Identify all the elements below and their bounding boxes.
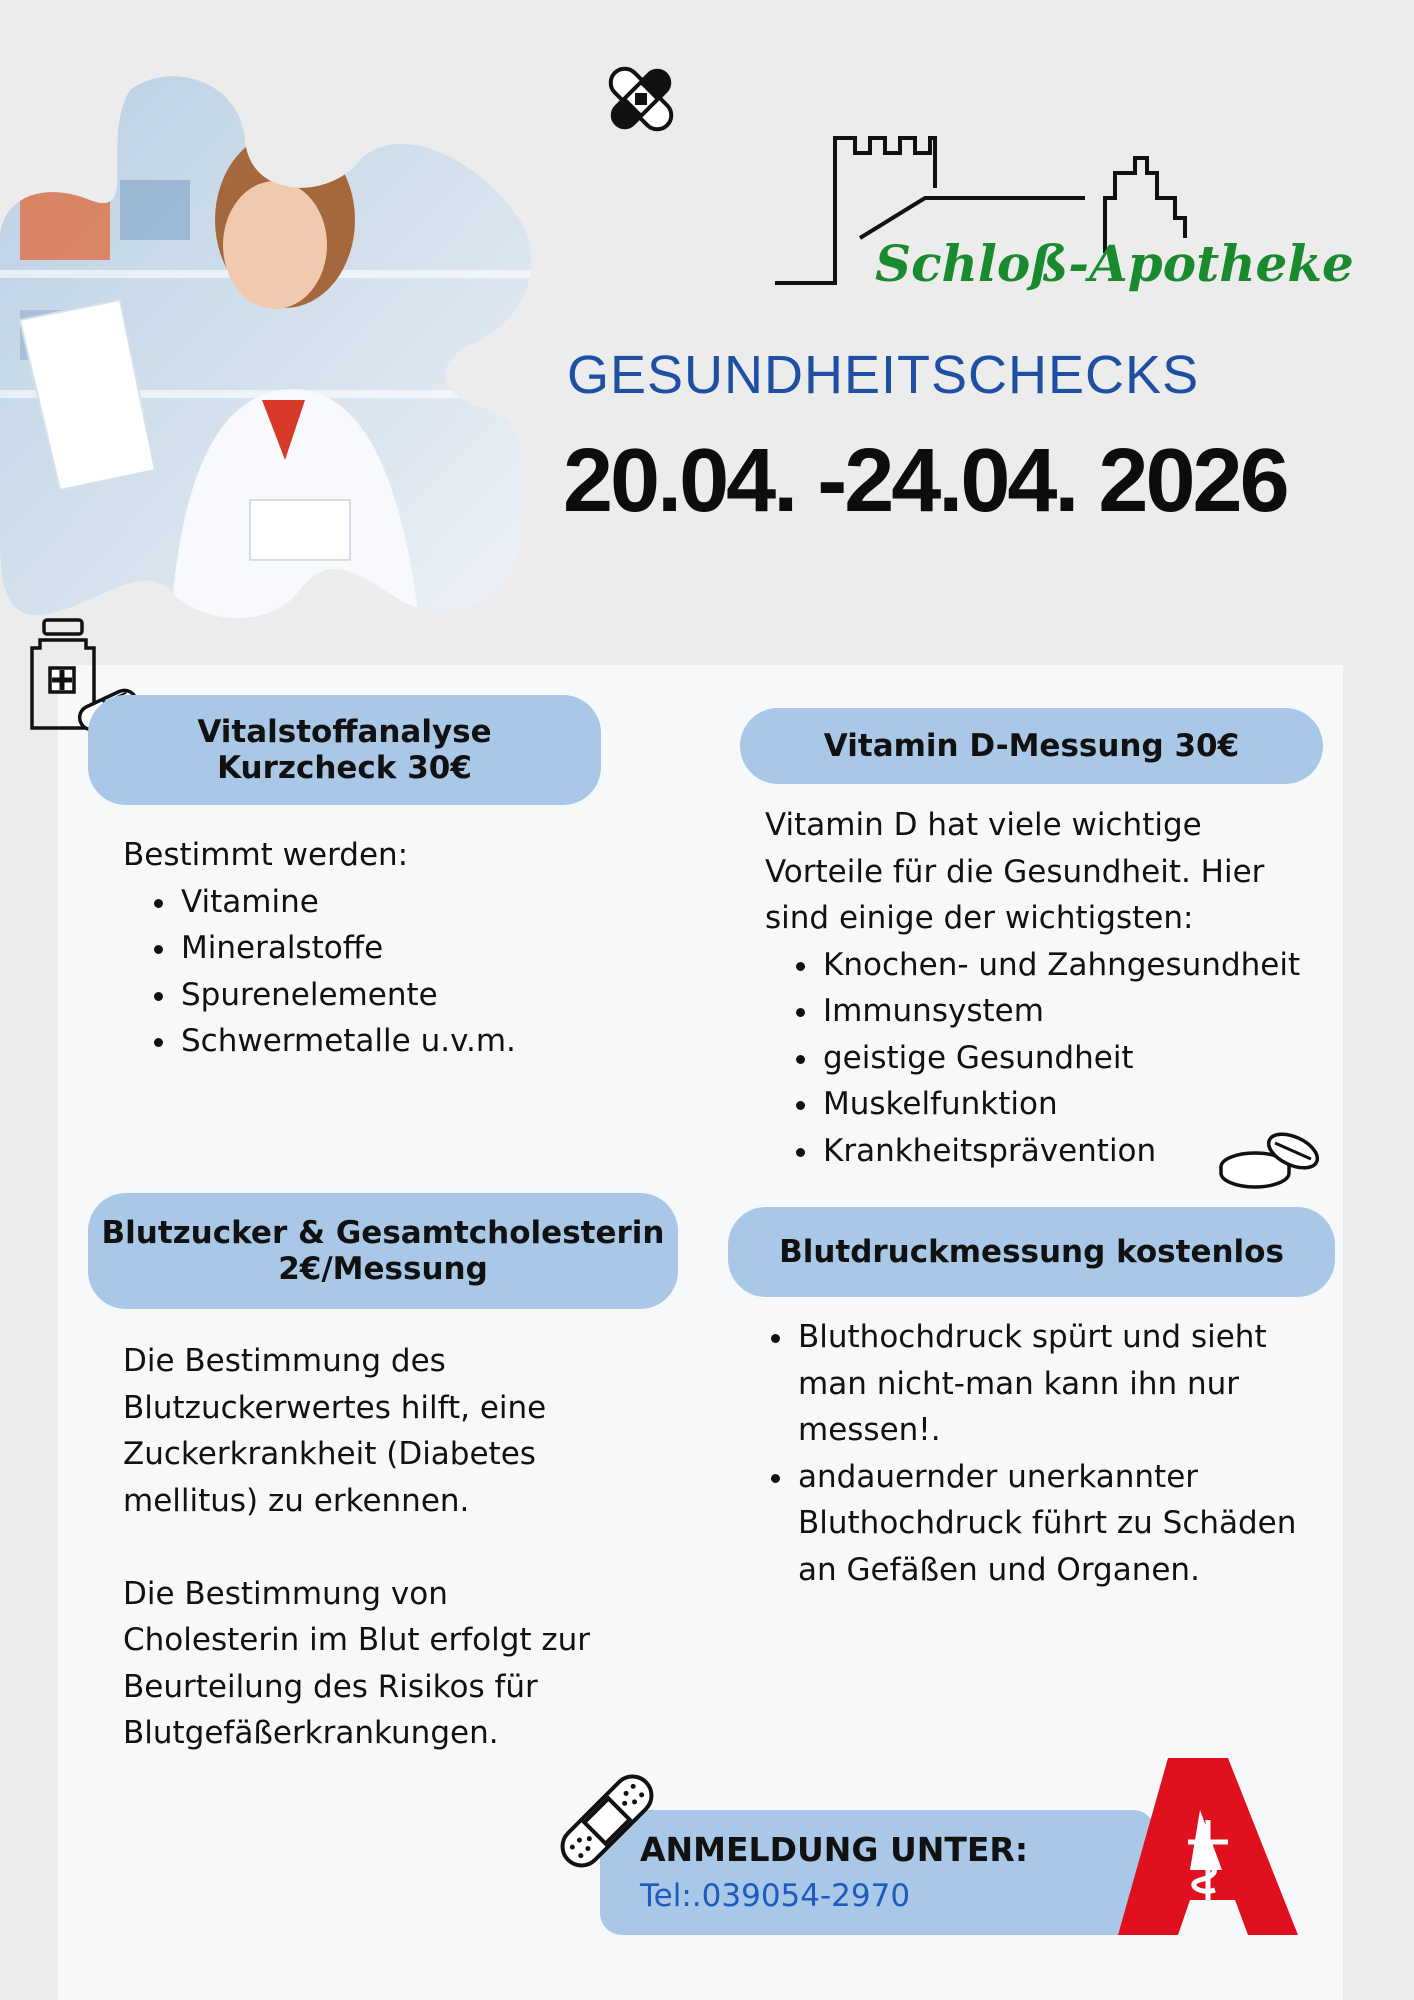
list-item: • Mineralstoffe: [179, 925, 643, 972]
heading-line: Vitalstoffanalyse: [197, 714, 492, 750]
cholesterin-paragraph: Die Bestimmung von Cholesterin im Blut erfolgt zur Beurteilung des Risikos für Blutgefäßerkrankungen.: [123, 1575, 591, 1751]
blutdruck-body: [740, 1314, 1300, 1593]
list-item: • Immunsystem: [821, 988, 1325, 1035]
bandage-icon: [600, 58, 682, 140]
bandage-icon: [548, 1762, 666, 1880]
telephone-link[interactable]: Tel:.039054-2970: [640, 1878, 911, 1914]
vitalstoff-intro: Bestimmt werden:: [123, 837, 409, 873]
list-item: • Vitamine: [179, 879, 643, 926]
heading-blutdruck: Blutdruckmessung kostenlos: [728, 1207, 1335, 1297]
anmeldung-box: [600, 1810, 1155, 1935]
blutzucker-body: [123, 1338, 628, 1757]
heading-line: 2€/Messung: [278, 1251, 488, 1287]
spacer: [123, 1524, 628, 1571]
list-item: • Muskelfunktion: [821, 1081, 1325, 1128]
page-title: GESUNDHEITSCHECKS: [567, 345, 1200, 405]
list-item: • Spurenelemente: [179, 972, 643, 1019]
heading-line: Kurzcheck 30€: [217, 750, 472, 786]
vitalstoff-body: [123, 832, 643, 1065]
anmeldung-label: ANMELDUNG UNTER:: [640, 1830, 1029, 1869]
date-range: 20.04. -24.04. 2026: [563, 431, 1287, 531]
apotheke-a-icon: [1110, 1750, 1305, 1945]
blutdruck-list: [740, 1314, 1300, 1593]
blutzucker-paragraph: Die Bestimmung des Blutzuckerwertes hilft, eine Zuckerkrankheit (Diabetes mellitus) zu erkennen.: [123, 1343, 547, 1519]
list-item: • andauernder unerkannter Bluthochdruck führt zu Schäden an Gefäßen und Organen.: [796, 1454, 1300, 1594]
list-item: • geistige Gesundheit: [821, 1035, 1325, 1082]
vitamin-d-intro: Vitamin D hat viele wichtige Vorteile für die Gesundheit. Hier sind einige der wichtigsten:: [765, 807, 1265, 936]
pills-icon: [1215, 1125, 1325, 1190]
list-item: • Knochen- und Zahngesundheit: [821, 942, 1325, 989]
vitamin-d-body: [765, 802, 1325, 1174]
heading-vitalstoffanalyse: [88, 695, 601, 805]
list-item: • Bluthochdruck spürt und sieht man nicht-man kann ihn nur messen!.: [796, 1314, 1300, 1454]
list-item: • Krankheitsprävention: [821, 1128, 1325, 1175]
heading-line: Blutzucker & Gesamtcholesterin: [101, 1215, 665, 1251]
logo-text: Schloß-Apotheke: [875, 234, 1354, 293]
heading-vitamin-d: Vitamin D-Messung 30€: [740, 708, 1323, 784]
list-item: • Schwermetalle u.v.m.: [179, 1018, 643, 1065]
heading-blutzucker: [88, 1193, 678, 1309]
pharmacist-photo: [0, 70, 540, 630]
vitalstoff-list: [123, 879, 643, 1065]
